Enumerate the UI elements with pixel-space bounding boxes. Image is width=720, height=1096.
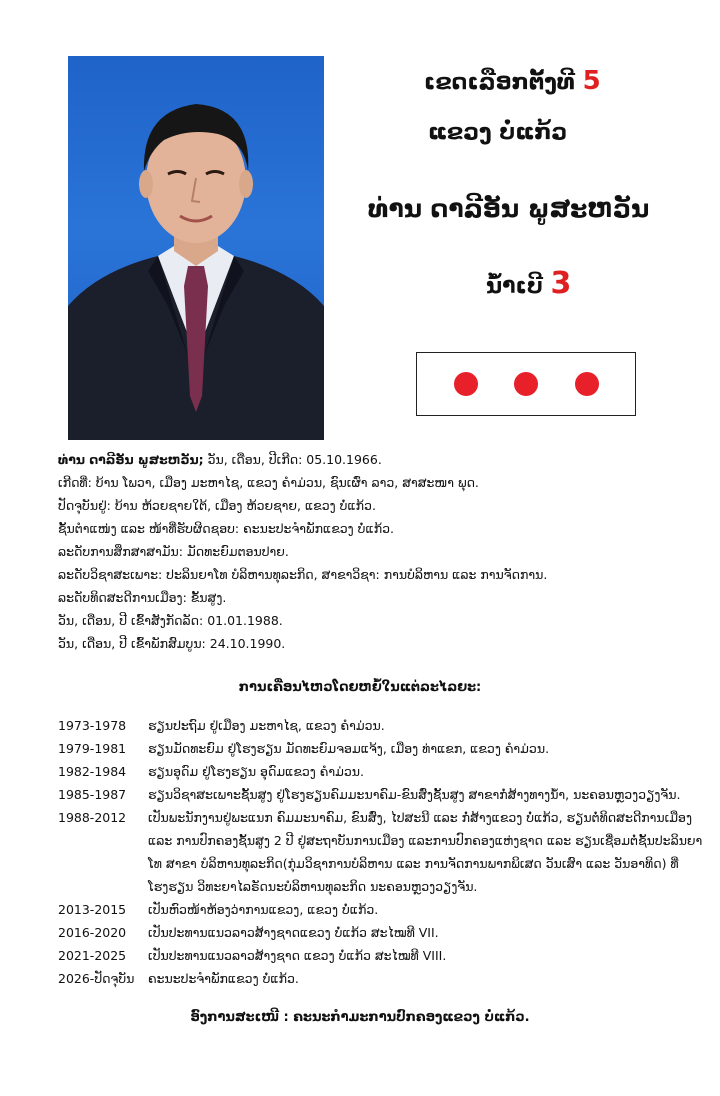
- career-years: 2021-2025: [58, 948, 127, 963]
- career-title: ການເຄື່ອນໄຫວໂດຍຫຍໍ້ໃນແຕ່ລະໄລຍະ:: [238, 680, 482, 695]
- career-years: 1988-2012: [58, 810, 127, 825]
- career-text: ເປັນປະທານແນວລາວສ້າງຊາດແຂວງ ບໍ່ແກ້ວ ສະໄໝທີ VII.: [148, 925, 439, 940]
- bio-line-6: ລະດັບວິຊາສະເພາະ: ປະລິນຍາໂທ ບໍລິຫານທຸລະກິດ, ສາຂາວິຊາ: ການບໍລິຫານ ແລະ ການຈັດການ.: [58, 567, 548, 582]
- bio-line-7: ລະດັບທິດສະດີການເມືອງ: ຂັ້ນສູງ.: [58, 590, 227, 605]
- career-row: [58, 898, 708, 921]
- career-row: [58, 967, 708, 990]
- bio-line-4: ຊັ້ນຕຳແໜ່ງ ແລະ ໜ້າທີ່ຮັບຜິດຊອບ: ຄະນະປະຈຳພັກແຂວງ ບໍ່ແກ້ວ.: [58, 521, 394, 536]
- ballot-number: 3: [550, 266, 572, 301]
- number-label: ນ້ຳເບີ: [486, 274, 543, 299]
- career-text: ຮຽນອຸດົມ ຢູ່ໂຮງຮຽນ ອຸດົມແຂວງ ຄຳມ່ວນ.: [148, 764, 364, 779]
- career-years: 2016-2020: [58, 925, 127, 940]
- district-heading: [424, 66, 601, 96]
- career-text: ຮຽນມັດທະຍົມ ຢູ່ໂຮງຮຽນ ມັດທະຍົມຈອມແຈ້ງ, ເມືອງ ທ່າແຂກ, ແຂວງ ຄຳມ່ວນ.: [148, 741, 550, 756]
- bio-birthdate: ວັນ, ເດືອນ, ປີເກີດ: 05.10.1966.: [203, 452, 382, 467]
- ballot-number-heading: [486, 266, 571, 301]
- career-list: [58, 714, 708, 990]
- career-row: [58, 944, 708, 967]
- candidate-photo: [68, 56, 324, 440]
- ballot-number-box: [416, 352, 636, 416]
- district-label: ເຂດເລືອກຕັ້ງທີ: [424, 70, 575, 95]
- career-years: 1982-1984: [58, 764, 127, 779]
- career-text: ເປັນປະທານແນວລາວສ້າງຊາດ ແຂວງ ບໍ່ແກ້ວ ສະໄໝທີ VIII.: [148, 948, 447, 963]
- bio-line-1: [58, 448, 708, 471]
- career-row: [58, 921, 708, 944]
- career-text: ຮຽນວິຊາສະເພາະຊັ້ນສູງ ຢູ່ໂຮງຮຽນຄົມມະນາຄົມ-ຂົນສົ່ງຊັ້ນສູງ ສາຂາກໍ່ສ້າງທາງນ້ຳ, ນະຄອນຫຼວງວຽງຈັນ.: [148, 787, 681, 802]
- career-years: 1973-1978: [58, 718, 127, 733]
- portrait-illustration: [68, 56, 324, 440]
- bio-name: ທ່ານ ດາລີອັນ ພູສະຫວັນ;: [58, 452, 204, 467]
- career-row: [58, 760, 708, 783]
- bio-line-8: ວັນ, ເດືອນ, ປີ ເຂົ້າສັງກັດລັດ: 01.01.1988.: [58, 613, 283, 628]
- province-heading: ແຂວງ ບໍ່ແກ້ວ: [428, 120, 568, 145]
- ballot-dot-1: [454, 372, 478, 396]
- career-text: ເປັນພະນັກງານຢູ່ພະແນກ ຄົມມະນາຄົມ, ຂົນສົ່ງ, ໄປສະນີ ແລະ ກໍ່ສ້າງແຂວງ ບໍ່ແກ້ວ, ຮຽນຕໍ່ທິດສະດີການເມືອງ ແລະ ການປົກຄອງຊັ້ນສູງ 2 ປີ ຢູ່ສະຖາບັນການເມືອງ ແລະການປົກຄອງແຫ່ງຊາດ ແລະ ຮຽນເຊື່ອມຕໍ່ຊັ້ນປະລິນຍາໂທ ສາຂາ ບໍລິຫານທຸລະກິດ(ກຸ່ມວິຊາການບໍລິຫານ ແລະ ການຈັດການພາກພິເສດ ວັນເສົາ ແລະ ວັນອາທິດ) ທີ່ໂຮງຮຽນ ວິທະຍາໄລຣັດນະບໍລິຫານທຸລະກິດ ນະຄອນຫຼວງວຽງຈັນ.: [148, 810, 703, 894]
- bio-line-2: ເກີດທີ່: ບ້ານ ໂພວາ, ເມືອງ ມະຫາໄຊ, ແຂວງ ຄຳມ່ວນ, ຊົນເຜົ່າ ລາວ, ສາສະໜາ ພຸດ.: [58, 475, 479, 490]
- bio-line-9: ວັນ, ເດືອນ, ປີ ເຂົ້າພັກສົມບູນ: 24.10.1990.: [58, 636, 286, 651]
- district-number: 5: [582, 66, 601, 96]
- proposing-organization: ອົງການສະເໜີ : ຄະນະກຳມະການປົກຄອງແຂວງ ບໍ່ແກ້ວ.: [190, 1010, 530, 1025]
- career-row: [58, 806, 708, 898]
- career-text: ເປັນຫົວໜ້າຫ້ອງວ່າການແຂວງ, ແຂວງ ບໍ່ແກ້ວ.: [148, 902, 379, 917]
- career-text: ຄະນະປະຈຳພັກແຂວງ ບໍ່ແກ້ວ.: [148, 971, 299, 986]
- career-row: [58, 714, 708, 737]
- career-years: 1985-1987: [58, 787, 127, 802]
- career-row: [58, 737, 708, 760]
- career-years: 2026-ປັດຈຸບັນ: [58, 971, 135, 986]
- career-row: [58, 783, 708, 806]
- bio-line-3: ປັດຈຸບັນຢູ່: ບ້ານ ຫ້ວຍຊາຍໃຕ້, ເມືອງ ຫ້ວຍຊາຍ, ແຂວງ ບໍ່ແກ້ວ.: [58, 498, 376, 513]
- career-text: ຮຽນປະຖົມ ຢູ່ເມືອງ ມະຫາໄຊ, ແຂວງ ຄຳມ່ວນ.: [148, 718, 385, 733]
- bio-line-5: ລະດັບການສຶກສາສາມັນ: ມັດທະຍົມຕອນປາຍ.: [58, 544, 289, 559]
- ballot-dot-2: [514, 372, 538, 396]
- ballot-dot-3: [575, 372, 599, 396]
- biography: [58, 448, 708, 655]
- career-years: 2013-2015: [58, 902, 127, 917]
- career-years: 1979-1981: [58, 741, 127, 756]
- candidate-name: ທ່ານ ດາລີອັນ ພູສະຫວັນ: [368, 194, 650, 223]
